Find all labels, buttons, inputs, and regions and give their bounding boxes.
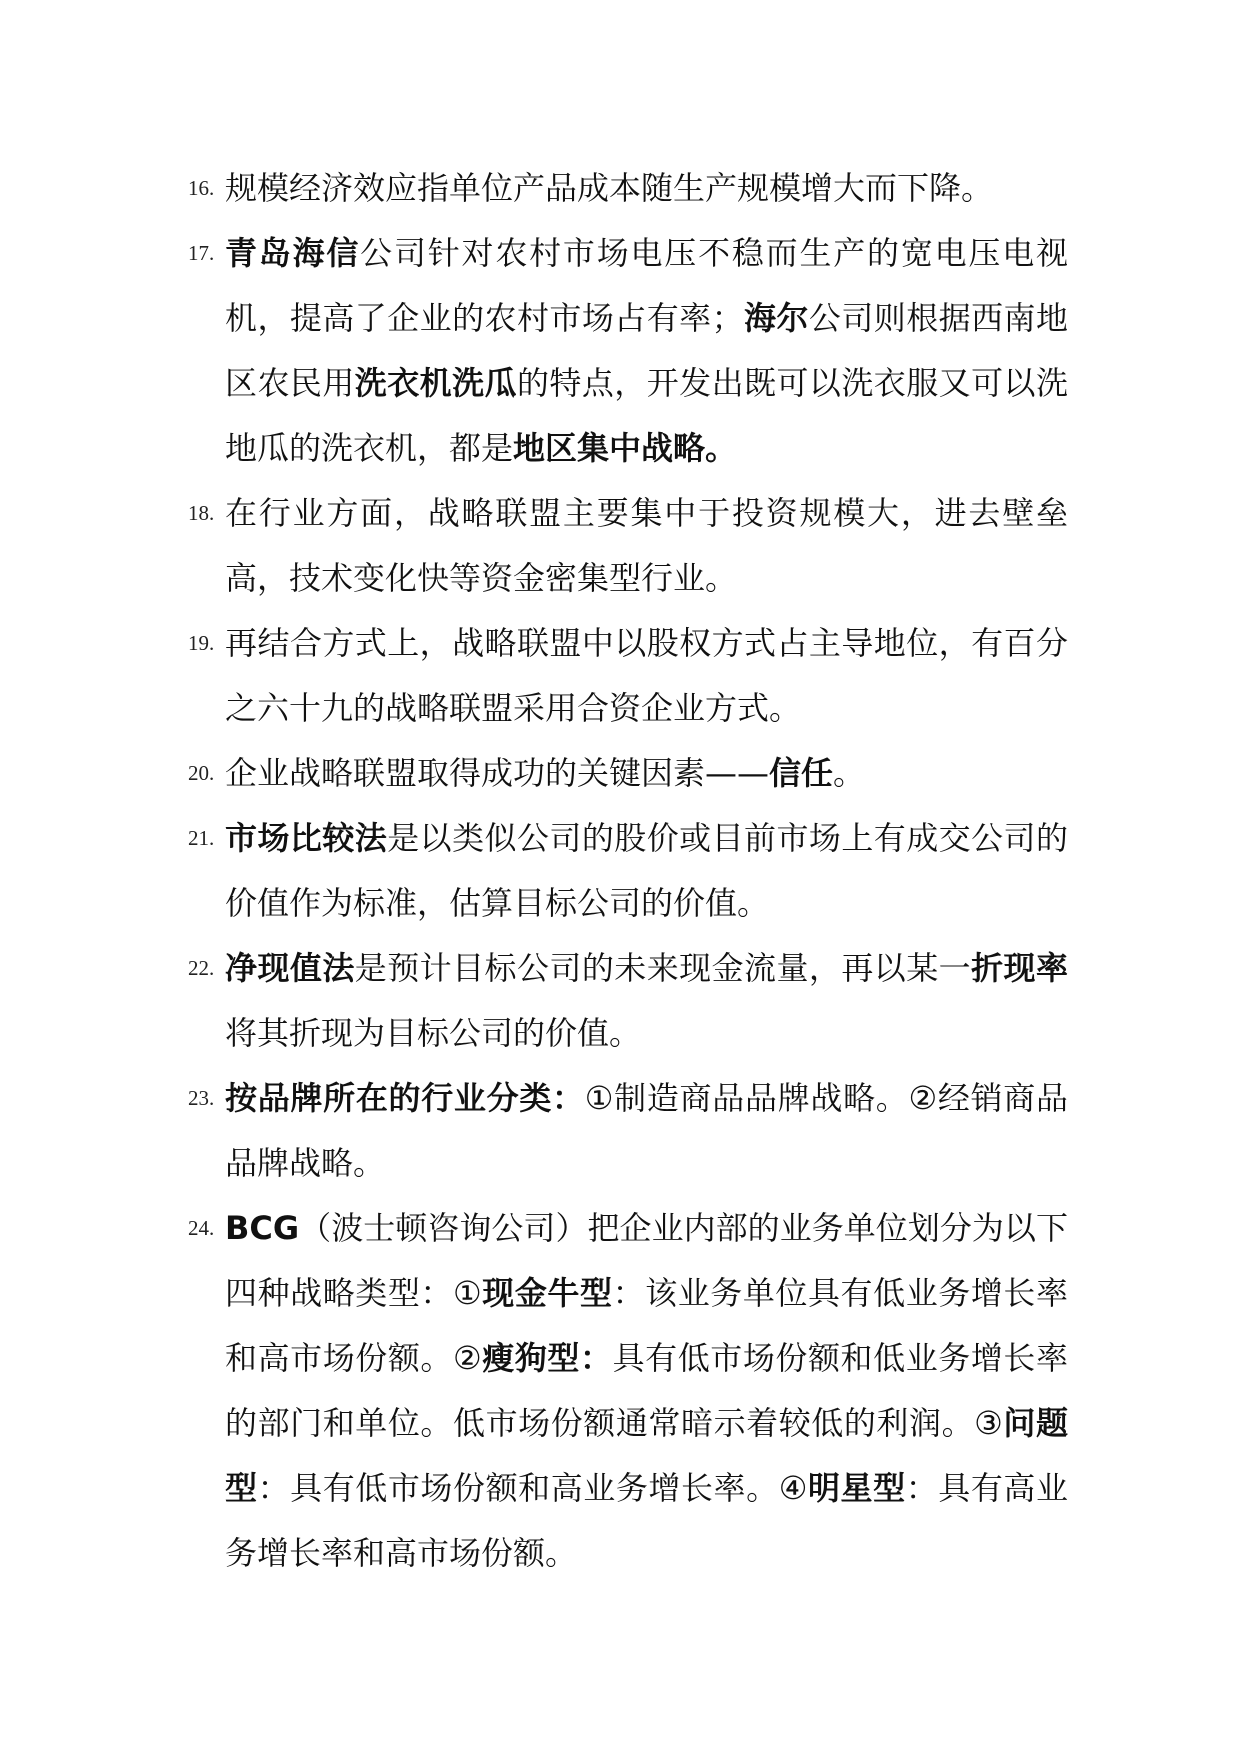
item-number: 16. — [188, 176, 215, 200]
item-number: 19. — [188, 631, 215, 655]
list-item — [188, 221, 1068, 481]
body-text: ：该业务单位具有低业务增长率和高市场份额。② — [225, 1274, 1068, 1377]
body-text: ：具有高业务增长率和高市场份额。 — [225, 1469, 1068, 1572]
item-text — [225, 611, 1068, 741]
emphasis-text: 现金牛型 — [482, 1274, 613, 1312]
emphasis-text: 明星型 — [807, 1469, 906, 1507]
list-item — [188, 936, 1068, 1066]
body-text: 规模经济效应指单位产品成本随生产规模增大而下降。 — [225, 169, 994, 207]
item-number: 24. — [188, 1216, 215, 1240]
emphasis-text: 市场比较法 — [225, 819, 388, 857]
item-number: 21. — [188, 826, 215, 850]
emphasis-text: 信任 — [769, 754, 834, 792]
emphasis-text: 折现率 — [971, 949, 1068, 987]
list-item — [188, 156, 1068, 221]
body-text: 是预计目标公司的未来现金流量，再以某一 — [354, 949, 972, 987]
emphasis-text: 净现值法 — [225, 949, 355, 987]
body-text: 企业战略联盟取得成功的关键因素—— — [225, 754, 770, 792]
item-text — [225, 741, 1068, 806]
body-text: ：具有低市场份额和高业务增长率。④ — [257, 1469, 808, 1507]
item-text — [225, 806, 1068, 936]
body-text: 再结合方式上，战略联盟中以股权方式占主导地位，有百分之六十九的战略联盟采用合资企业方式。 — [225, 624, 1068, 727]
item-text — [225, 936, 1068, 1066]
body-text: 的特点，开发出既可以洗衣服又可以洗地瓜的洗衣机，都是 — [225, 364, 1068, 467]
item-number: 23. — [188, 1086, 215, 1110]
item-text — [225, 1066, 1068, 1196]
body-text: 。 — [833, 754, 866, 792]
item-text — [225, 156, 1068, 221]
emphasis-text: 地区集中战略。 — [513, 429, 738, 467]
emphasis-text: 按品牌所在的行业分类： — [225, 1079, 585, 1117]
emphasis-text: 洗衣机洗瓜 — [354, 364, 517, 402]
list-item — [188, 611, 1068, 741]
body-text: （波士顿咨询公司）把企业内部的业务单位划分为以下四种战略类型：① — [225, 1209, 1068, 1312]
item-number: 20. — [188, 761, 215, 785]
item-number: 18. — [188, 501, 215, 525]
item-number: 22. — [188, 956, 215, 980]
item-text — [225, 481, 1068, 611]
item-number: 17. — [188, 241, 215, 265]
emphasis-text: 海尔 — [743, 299, 809, 337]
list-item — [188, 481, 1068, 611]
emphasis-text: 瘦狗型： — [482, 1339, 613, 1377]
body-text: 公司则根据西南地区农民用 — [225, 299, 1068, 402]
body-text: ①制造商品品牌战略。②经销商品品牌战略。 — [225, 1079, 1068, 1182]
body-text: 在行业方面，战略联盟主要集中于投资规模大，进去壁垒高，技术变化快等资金密集型行业。 — [225, 494, 1068, 597]
list-item — [188, 806, 1068, 936]
emphasis-text: 青岛海信 — [225, 234, 361, 272]
body-text: 公司针对农村市场电压不稳而生产的宽电压电视机，提高了企业的农村市场占有率； — [225, 234, 1068, 337]
numbered-list — [188, 156, 1068, 1586]
body-text: 具有低市场份额和低业务增长率的部门和单位。低市场份额通常暗示着较低的利润。③ — [225, 1339, 1068, 1442]
item-text — [225, 221, 1068, 481]
list-item — [188, 1196, 1068, 1586]
body-text: 将其折现为目标公司的价值。 — [225, 1014, 642, 1052]
item-text — [225, 1196, 1068, 1586]
list-item — [188, 741, 1068, 806]
emphasis-text: BCG — [225, 1209, 300, 1247]
list-item — [188, 1066, 1068, 1196]
emphasis-text: 问题型 — [225, 1404, 1068, 1507]
body-text: 是以类似公司的股价或目前市场上有成交公司的价值作为标准，估算目标公司的价值。 — [225, 819, 1068, 922]
